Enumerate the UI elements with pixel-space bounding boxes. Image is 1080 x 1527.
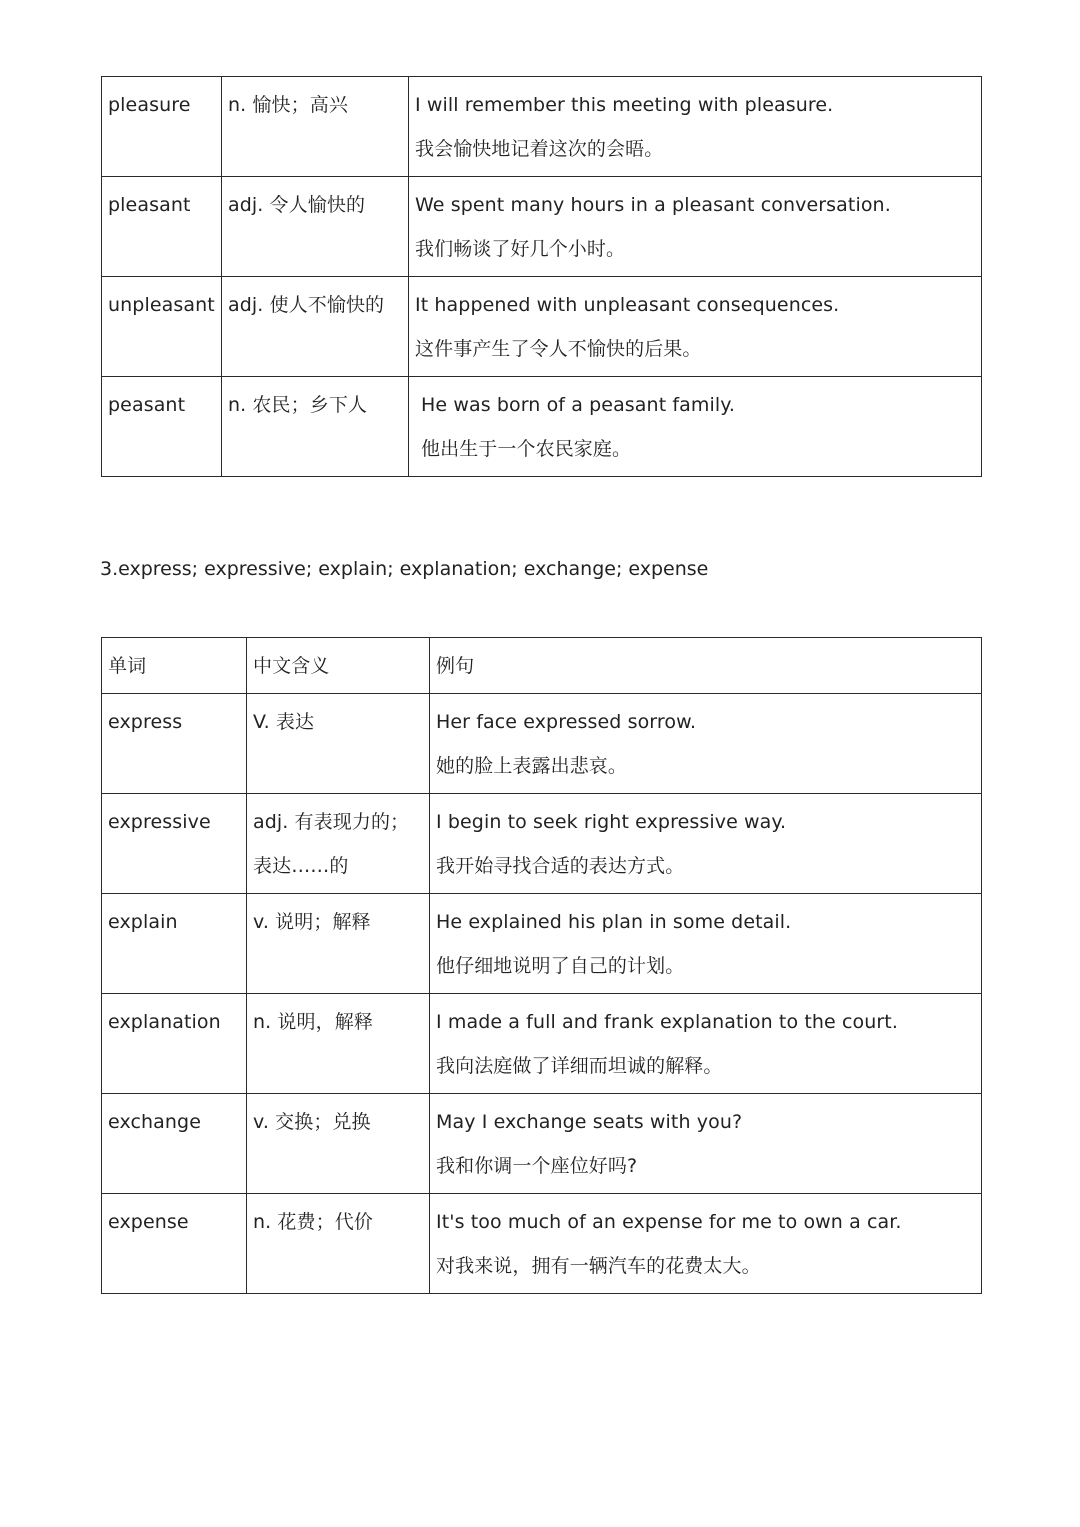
meaning-cell <box>222 377 409 477</box>
word-text: pleasure <box>108 94 191 116</box>
table-row <box>102 77 982 177</box>
meaning-text: n. 花费；代价 <box>253 1211 373 1233</box>
example-english: He explained his plan in some detail. <box>436 911 792 933</box>
example-cell <box>409 77 982 177</box>
vocab-table-express <box>101 637 982 1294</box>
table-row <box>102 1194 982 1294</box>
word-text: pleasant <box>108 194 191 216</box>
example-chinese: 他出生于一个农民家庭。 <box>421 438 632 460</box>
example-cell <box>430 694 982 794</box>
section-heading: 3.express; expressive; explain; explanation; exchange; expense <box>100 558 709 580</box>
example-cell <box>430 794 982 894</box>
word-text: express <box>108 711 183 733</box>
header-meaning <box>247 638 430 694</box>
meaning-text: n. 说明，解释 <box>253 1011 373 1033</box>
word-cell <box>102 277 222 377</box>
meaning-cell <box>247 894 430 994</box>
word-text: exchange <box>108 1111 201 1133</box>
table-row <box>102 694 982 794</box>
example-english: We spent many hours in a pleasant conversation. <box>415 194 891 216</box>
example-chinese: 我会愉快地记着这次的会晤。 <box>415 138 664 160</box>
word-cell <box>102 77 222 177</box>
table-row <box>102 894 982 994</box>
word-text: unpleasant <box>108 294 215 316</box>
word-text: explain <box>108 911 178 933</box>
example-english: He was born of a peasant family. <box>421 394 736 416</box>
word-cell <box>102 694 247 794</box>
word-cell <box>102 794 247 894</box>
example-chinese: 对我来说，拥有一辆汽车的花费太大。 <box>436 1255 761 1277</box>
example-cell <box>430 1194 982 1294</box>
header-word <box>102 638 247 694</box>
example-cell <box>409 377 982 477</box>
meaning-cell <box>222 277 409 377</box>
meaning-text: adj. 有表现力的； <box>253 811 410 833</box>
example-chinese: 我们畅谈了好几个小时。 <box>415 238 626 260</box>
meaning-text: v. 说明；解释 <box>253 911 371 933</box>
meaning-cell <box>222 77 409 177</box>
meaning-cell <box>222 177 409 277</box>
header-example-text: 例句 <box>436 655 475 677</box>
header-meaning-text: 中文含义 <box>253 655 330 677</box>
example-cell <box>430 1094 982 1194</box>
example-cell <box>430 894 982 994</box>
word-text: explanation <box>108 1011 221 1033</box>
example-english: Her face expressed sorrow. <box>436 711 697 733</box>
word-cell <box>102 1194 247 1294</box>
example-english: It happened with unpleasant consequences. <box>415 294 840 316</box>
example-chinese: 她的脸上表露出悲哀。 <box>436 755 628 777</box>
example-english: I begin to seek right expressive way. <box>436 811 787 833</box>
example-cell <box>409 277 982 377</box>
meaning-text: n. 农民；乡下人 <box>228 394 368 416</box>
meaning-text: v. 交换；兑换 <box>253 1111 371 1133</box>
table-row <box>102 177 982 277</box>
word-text: expressive <box>108 811 211 833</box>
header-example <box>430 638 982 694</box>
table-row <box>102 277 982 377</box>
example-chinese: 他仔细地说明了自己的计划。 <box>436 955 685 977</box>
table-row <box>102 994 982 1094</box>
example-english: It's too much of an expense for me to own a car. <box>436 1211 902 1233</box>
meaning-text: V. 表达 <box>253 711 315 733</box>
word-text: peasant <box>108 394 186 416</box>
example-cell <box>409 177 982 277</box>
table-header-row <box>102 638 982 694</box>
word-cell <box>102 994 247 1094</box>
word-cell <box>102 177 222 277</box>
meaning-cell <box>247 1094 430 1194</box>
word-cell <box>102 894 247 994</box>
example-chinese: 我和你调一个座位好吗? <box>436 1155 638 1177</box>
word-text: expense <box>108 1211 189 1233</box>
meaning-cell <box>247 1194 430 1294</box>
meaning-cell <box>247 994 430 1094</box>
meaning-cell <box>247 694 430 794</box>
example-chinese: 我向法庭做了详细而坦诚的解释。 <box>436 1055 723 1077</box>
meaning-text: adj. 令人愉快的 <box>228 194 366 216</box>
word-cell <box>102 1094 247 1194</box>
meaning-text: n. 愉快；高兴 <box>228 94 348 116</box>
example-english: I made a full and frank explanation to the court. <box>436 1011 898 1033</box>
meaning-text: adj. 使人不愉快的 <box>228 294 385 316</box>
example-chinese: 我开始寻找合适的表达方式。 <box>436 855 685 877</box>
example-cell <box>430 994 982 1094</box>
table-row <box>102 1094 982 1194</box>
meaning-cell <box>247 794 430 894</box>
table-row <box>102 794 982 894</box>
example-english: May I exchange seats with you? <box>436 1111 743 1133</box>
table-row <box>102 377 982 477</box>
example-chinese: 这件事产生了令人不愉快的后果。 <box>415 338 702 360</box>
vocab-table-pleasure <box>101 76 982 477</box>
header-word-text: 单词 <box>108 655 147 677</box>
meaning-text-cont: 表达……的 <box>253 855 349 877</box>
word-cell <box>102 377 222 477</box>
example-english: I will remember this meeting with pleasure. <box>415 94 834 116</box>
